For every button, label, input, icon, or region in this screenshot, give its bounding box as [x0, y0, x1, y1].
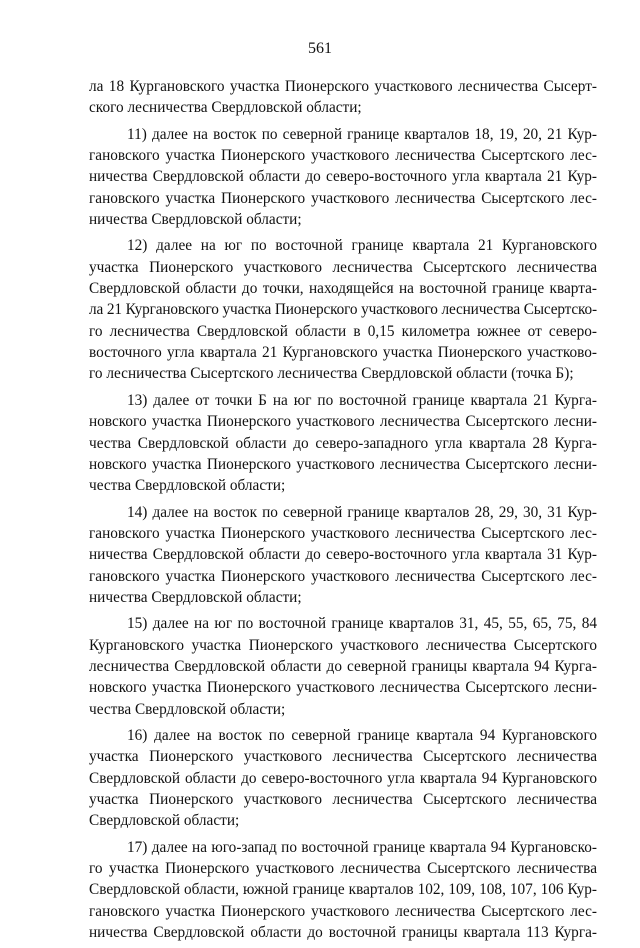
- text-line: участка Пионерского участкового лесничества Сысертского лесничества: [89, 258, 597, 276]
- text-line: чества Свердловской области;: [89, 700, 286, 718]
- text-line: лесничества Свердловской области до северной границы квартала 94 Курга-: [89, 657, 597, 675]
- text-line: 11) далее на восток по северной границе кварталов 18, 19, 20, 21 Кур-: [127, 125, 597, 143]
- text-line: ла 21 Кургановского участка Пионерского участкового лесничества Сысертско-: [89, 301, 597, 319]
- text-line: 14) далее на восток по северной границе кварталов 28, 29, 30, 31 Кур-: [127, 503, 597, 521]
- text-line: гановского участка Пионерского участкового лесничества Сысертского лес-: [89, 189, 597, 207]
- paragraph: [89, 390, 597, 497]
- text-line: Свердловской области, южной границе кварталов 102, 109, 108, 107, 106 Кур-: [89, 881, 597, 899]
- text-line: 17) далее на юго-запад по восточной границе квартала 94 Кургановско-: [127, 838, 597, 856]
- text-line: го лесничества Свердловской области в 0,15 километра южнее от северо-: [89, 322, 597, 340]
- page-number: 561: [308, 40, 332, 57]
- text-line: чества Свердловской области до северо-западного угла квартала 28 Курга-: [89, 434, 597, 452]
- text-line: 13) далее от точки Б на юг по восточной границе квартала 21 Курга-: [127, 391, 597, 409]
- text-line: Свердловской области до северо-восточного угла квартала 94 Кургановского: [89, 769, 597, 787]
- text-line: ничества Свердловской области до восточной границы квартала 113 Курга-: [89, 924, 597, 942]
- paragraph: [89, 837, 597, 944]
- text-line: ничества Свердловской области до северо-восточного угла квартала 31 Кур-: [89, 546, 597, 564]
- text-line: участка Пионерского участкового лесничества Сысертского лесничества: [89, 748, 597, 766]
- text-line: гановского участка Пионерского участкового лесничества Сысертского лес-: [89, 567, 597, 585]
- paragraph: [89, 613, 597, 720]
- text-line: гановского участка Пионерского участкового лесничества Сысертского лес-: [89, 524, 597, 542]
- paragraph: [89, 502, 597, 609]
- text-line: восточного угла квартала 21 Кургановского участка Пионерского участково-: [89, 344, 597, 362]
- text-line: ничества Свердловской области до северо-восточного угла квартала 21 Кур-: [89, 168, 597, 186]
- text-line: 16) далее на восток по северной границе квартала 94 Кургановского: [127, 726, 597, 744]
- document-body: [89, 76, 597, 948]
- paragraph: [89, 76, 597, 119]
- text-line: 12) далее на юг по восточной границе квартала 21 Кургановского: [127, 237, 597, 255]
- text-line: ского лесничества Свердловской области;: [89, 99, 362, 117]
- text-line: Свердловской области;: [89, 812, 240, 830]
- text-line: ла 18 Кургановского участка Пионерского участкового лесничества Сысерт-: [89, 78, 597, 95]
- text-line: новского участка Пионерского участкового лесничества Сысертского лесни-: [89, 455, 597, 473]
- paragraph: [89, 124, 597, 231]
- text-line: Свердловской области до точки, находящейся на восточной границе кварта-: [89, 280, 597, 298]
- text-line: новского участка Пионерского участкового лесничества Сысертского лесни-: [89, 679, 597, 697]
- text-line: го лесничества Сысертского лесничества Свердловской области (точка Б);: [89, 365, 574, 383]
- text-line: участка Пионерского участкового лесничества Сысертского лесничества: [89, 791, 597, 808]
- paragraph: [89, 725, 597, 832]
- text-line: чества Свердловской области;: [89, 477, 286, 495]
- text-line: го участка Пионерского участкового лесничества Сысертского лесничества: [89, 860, 597, 878]
- text-line: гановского участка Пионерского участкового лесничества Сысертского лес-: [89, 902, 597, 920]
- text-line: Кургановского участка Пионерского участкового лесничества Сысертского: [89, 636, 597, 654]
- text-line: ничества Свердловской области;: [89, 588, 302, 606]
- text-line: ничества Свердловской области;: [89, 211, 302, 229]
- text-line: новского участка Пионерского участкового лесничества Сысертского лесни-: [89, 413, 597, 431]
- text-line: 15) далее на юг по восточной границе кварталов 31, 45, 55, 65, 75, 84: [127, 615, 597, 633]
- paragraph: [89, 235, 597, 384]
- text-line: гановского участка Пионерского участкового лесничества Сысертского лес-: [89, 147, 597, 165]
